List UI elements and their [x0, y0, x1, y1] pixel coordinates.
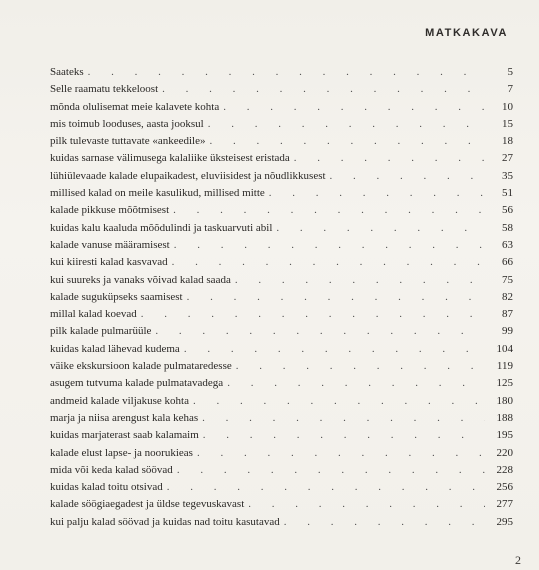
toc-entry-page-number: 188: [496, 411, 513, 424]
dot-leader: [223, 99, 485, 116]
toc-entry: [50, 375, 513, 392]
toc-entry-title: pilk tulevaste tuttavate «ankeedile»: [50, 135, 206, 148]
toc-entry-page-number: 87: [502, 308, 513, 321]
toc-entry: [50, 272, 513, 289]
toc-entry: [50, 202, 513, 219]
toc-entry: [50, 427, 513, 444]
dot-leader: [187, 289, 485, 306]
table-of-contents: [50, 64, 513, 531]
dot-leader: [236, 358, 485, 375]
toc-entry-page-number: 56: [502, 204, 513, 217]
toc-entry-title: kuidas kalad toitu otsivad: [50, 481, 163, 494]
toc-entry: [50, 168, 513, 185]
toc-entry-page-number: 195: [496, 429, 513, 442]
toc-entry: [50, 185, 513, 202]
toc-entry: [50, 99, 513, 116]
dot-leader: [167, 479, 485, 496]
toc-entry: [50, 341, 513, 358]
toc-entry-page-number: 51: [502, 187, 513, 200]
dot-leader: [330, 168, 485, 185]
toc-entry: [50, 479, 513, 496]
toc-entry-title: kalade vanuse määramisest: [50, 238, 170, 251]
toc-entry-title: kuidas kalu kaaluda mõõdulindi ja taskuarvuti abil: [50, 221, 273, 234]
toc-entry-title: lühiülevaade kalade elupaikadest, eluviisidest ja nõudlikkusest: [50, 169, 326, 182]
dot-leader: [203, 427, 485, 444]
dot-leader: [162, 81, 485, 98]
dot-leader: [227, 375, 485, 392]
toc-entry-title: Selle raamatu tekkeloost: [50, 83, 159, 96]
toc-entry-page-number: 27: [502, 152, 513, 165]
toc-entry: [50, 462, 513, 479]
toc-entry-page-number: 10: [502, 100, 513, 113]
page-corner-mark: 2: [515, 553, 521, 567]
dot-leader: [173, 202, 485, 219]
toc-entry: [50, 133, 513, 150]
toc-entry: [50, 323, 513, 340]
toc-entry-page-number: 58: [502, 221, 513, 234]
toc-entry-title: kuidas kalad lähevad kudema: [50, 342, 180, 355]
toc-entry: [50, 116, 513, 133]
toc-entry: [50, 254, 513, 271]
toc-entry: [50, 81, 513, 98]
toc-entry: [50, 410, 513, 427]
toc-entry-title: kalade söögiaegadest ja üldse tegevuskavast: [50, 498, 245, 511]
dot-leader: [174, 237, 485, 254]
toc-entry-title: asugem tutvuma kalade pulmatavadega: [50, 377, 224, 390]
toc-entry-page-number: 295: [496, 515, 513, 528]
toc-entry-page-number: 35: [502, 169, 513, 182]
toc-entry-page-number: 63: [502, 238, 513, 251]
toc-entry-title: kuidas marjaterast saab kalamaim: [50, 429, 199, 442]
dot-leader: [193, 393, 485, 410]
toc-entry-page-number: 15: [502, 117, 513, 130]
toc-entry-title: mis toimub looduses, aasta jooksul: [50, 117, 204, 130]
toc-entry-page-number: 5: [507, 66, 513, 78]
toc-entry-title: kuidas sarnase välimusega kalaliike üksteisest eristada: [50, 152, 290, 165]
toc-entry-title: väike ekskursioon kalade pulmataredesse: [50, 360, 232, 373]
toc-entry-title: kalade pikkuse mõõtmisest: [50, 204, 170, 217]
toc-entry-title: Saateks: [50, 66, 84, 78]
dot-leader: [197, 445, 485, 462]
toc-entry-page-number: 75: [502, 273, 513, 286]
toc-entry-page-number: 82: [502, 290, 513, 303]
toc-entry: [50, 445, 513, 462]
toc-entry-title: pilk kalade pulmarüüle: [50, 325, 152, 338]
toc-entry: [50, 289, 513, 306]
toc-entry-title: mida või keda kalad söövad: [50, 463, 173, 476]
toc-entry-page-number: 99: [502, 325, 513, 338]
toc-entry-page-number: 18: [502, 135, 513, 148]
toc-entry-title: kui suureks ja vanaks võivad kalad saada: [50, 273, 231, 286]
page-title: MATKAKAVA: [425, 27, 508, 39]
toc-entry-title: mõnda olulisemat meie kalavete kohta: [50, 100, 220, 113]
toc-entry-title: kui palju kalad söövad ja kuidas nad toitu kasutavad: [50, 515, 280, 528]
dot-leader: [284, 514, 485, 531]
toc-entry-page-number: 277: [496, 498, 513, 511]
toc-entry-page-number: 119: [496, 360, 513, 373]
toc-entry: [50, 393, 513, 410]
toc-entry: [50, 237, 513, 254]
toc-entry-title: andmeid kalade viljakuse kohta: [50, 394, 189, 407]
toc-entry-page-number: 180: [496, 394, 513, 407]
toc-entry: [50, 220, 513, 237]
toc-entry-page-number: 228: [496, 463, 513, 476]
dot-leader: [177, 462, 485, 479]
toc-entry-page-number: 104: [496, 342, 513, 355]
toc-entry: [50, 496, 513, 513]
toc-entry-title: millal kalad koevad: [50, 308, 137, 321]
dot-leader: [276, 220, 485, 237]
toc-entry-title: kalade elust lapse- ja noorukieas: [50, 446, 193, 459]
toc-entry-title: millised kalad on meile kasulikud, millised mitte: [50, 187, 265, 200]
toc-entry: [50, 64, 513, 81]
dot-leader: [172, 254, 485, 271]
toc-entry-page-number: 66: [502, 256, 513, 269]
toc-entry-page-number: 256: [496, 481, 513, 494]
toc-entry-page-number: 7: [507, 83, 513, 96]
toc-entry-page-number: 125: [496, 377, 513, 390]
dot-leader: [202, 410, 485, 427]
toc-entry-title: marja ja niisa arengust kala kehas: [50, 411, 199, 424]
dot-leader: [235, 272, 485, 289]
dot-leader: [248, 496, 485, 513]
dot-leader: [141, 306, 485, 323]
show-through-text: [40, 0, 510, 30]
dot-leader: [184, 341, 485, 358]
toc-entry: [50, 306, 513, 323]
dot-leader: [294, 150, 485, 167]
dot-leader: [208, 116, 485, 133]
toc-entry-title: kalade suguküpseks saamisest: [50, 290, 183, 303]
dot-leader: [155, 323, 485, 340]
toc-entry: [50, 150, 513, 167]
dot-leader: [269, 185, 485, 202]
toc-entry: [50, 358, 513, 375]
toc-entry: [50, 514, 513, 531]
dot-leader: [209, 133, 485, 150]
dot-leader: [88, 64, 485, 81]
toc-entry-page-number: 220: [496, 446, 513, 459]
toc-entry-title: kui kiiresti kalad kasvavad: [50, 256, 168, 269]
